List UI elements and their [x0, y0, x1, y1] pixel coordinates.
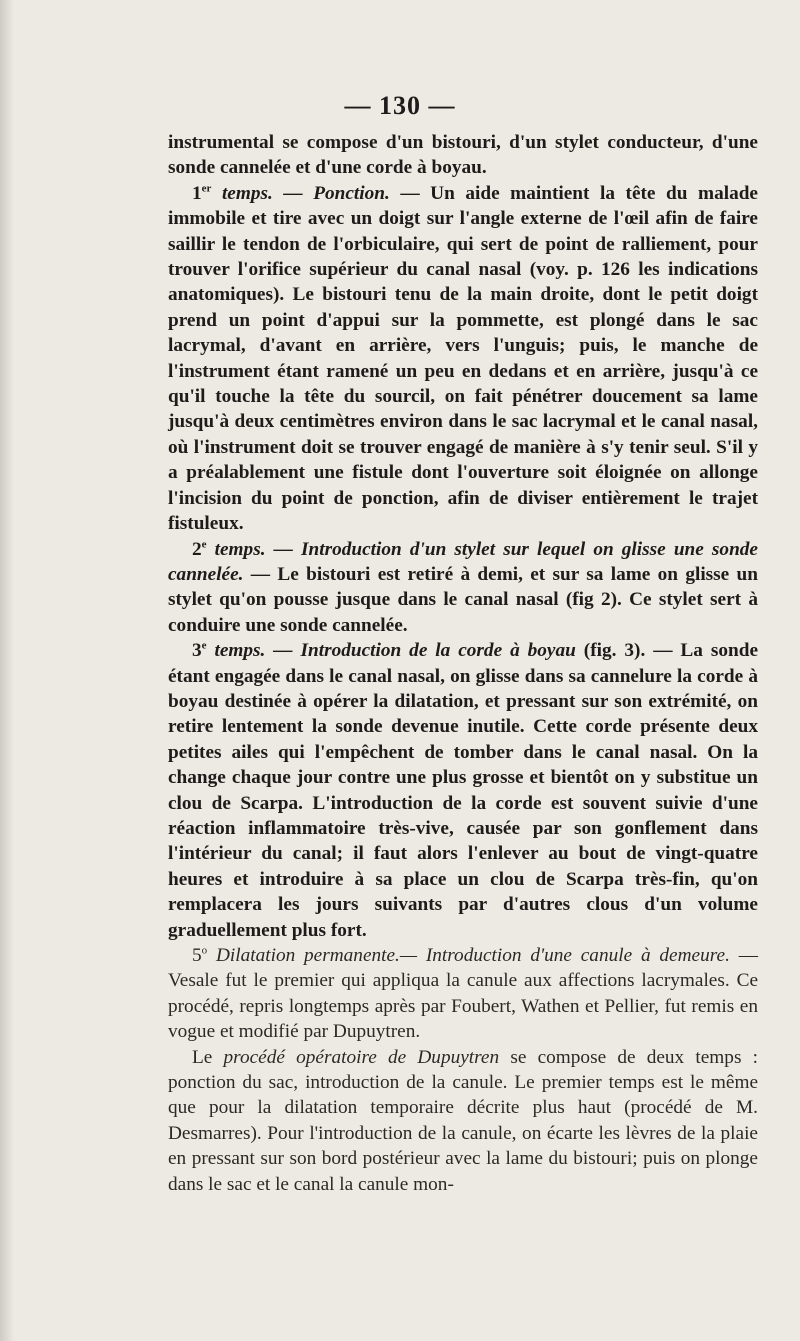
ordinal-suffix: o [201, 944, 208, 957]
body-text [168, 130, 758, 1197]
section-number: 5 [192, 945, 202, 966]
paragraph-procede-dupuytren [168, 1045, 758, 1197]
ordinal-suffix: e [201, 639, 207, 652]
temps-label: temps. [214, 640, 266, 662]
paragraph-body: (fig. 3). — La sonde étant engagée dans le canal nasal, on glisse dans sa cannelure la corde à boyau destinée à opérer la dilatation, et pressant sur son extrémité, on retire lentement la sonde devenue inutile. Cette corde présente deux petites ailes qui l'empêchent de tomber dans le canal nasal. On la change chaque jour contre une plus grosse et bientôt on y substitue un clou de Scarpa. L'introduction de la corde est souvent suivie d'une réaction inflammatoire très-vive, causée par son gonflement dans l'intérieur du canal; il faut alors l'enlever au bout de vingt-quatre heures et introduire à sa place un clou de Scarpa très-fin, qu'on remplacera les jours suivants par d'autres clous d'un volume graduellement plus fort. [168, 640, 758, 941]
ordinal-suffix: e [201, 538, 207, 551]
opening-paragraph: instrumental se compose d'un bistouri, d'un stylet conducteur, d'une sonde cannelée et d'une corde à boyau. [168, 132, 758, 179]
paragraph-body: — Vesale fut le premier qui appliqua la canule aux affections lacrymales. Ce procédé, repris longtemps après par Foubert, Wathen et Pellier, fut remis en vogue et modifié par Dupuytren. [168, 945, 758, 1043]
paragraph-body: — Un aide maintient la tête du malade immobile et tire avec un doigt sur l'angle externe de l'œil afin de faire saillir le tendon de l'orbiculaire, qui sert de point de ralliement, pour trouver l'orifice supérieur du canal nasal (voy. p. 126 les indications anatomiques). Le bistouri tenu de la main droite, dont le petit doigt prend un point d'appui sur la pommette, est plongé dans le sac lacrymal, d'avant en arrière, vers l'unguis; puis, le manche de l'instrument étant ramené un peu en dedans et en arrière, jusqu'à ce qu'il touche la tête du sourcil, on fait pénétrer doucement sa lame jusqu'à deux centimètres environ dans le sac lacrymal et le canal nasal, où l'instrument doit se trouver engagé de manière à s'y tenir seul. S'il y a préalablement une fistule dont l'ouverture soit éloignée on allonge l'incision du point de ponction, afin de diviser entièrement le trajet fistuleux. [168, 182, 758, 535]
page-gutter-shadow [0, 0, 14, 1341]
temps-number: 3 [192, 640, 202, 662]
section-label: Dilatation permanente. [215, 945, 400, 966]
section-label: procédé opératoire de Dupuytren [223, 1046, 500, 1068]
paragraph-temps-2 [168, 537, 758, 639]
section-title: — Introduction d'une canule à demeure. [399, 945, 730, 966]
paragraph-body: — Le bistouri est retiré à demi, et sur sa lame on glisse un stylet qu'on pousse jusque dans le canal nasal (fig 2). Ce stylet sert à conduire une sonde cannelée. [168, 563, 758, 636]
page-number: — 130 — [344, 91, 456, 120]
temps-label: temps. [221, 182, 273, 204]
temps-number: 2 [192, 538, 202, 560]
section-title: — Introduction d'un stylet sur lequel on glisse une sonde cannelée. [168, 538, 758, 585]
paragraph-lead: Le [192, 1046, 224, 1068]
section-title: — Ponction. [283, 182, 390, 204]
paragraph-temps-1 [168, 181, 758, 537]
paragraph-temps-3 [168, 638, 758, 943]
paragraph-body: se compose de deux temps : ponction du sac, introduction de la canule. Le premier temps est le même que pour la dilatation temporaire décrite plus haut (procédé de M. Desmarres). Pour l'introduction de la canule, on écarte les lèvres de la plaie en pressant sur son bord postérieur avec la lame du bistouri; puis on plonge dans le sac et le canal la canule mon- [168, 1046, 758, 1195]
temps-number: 1 [192, 182, 202, 204]
temps-label: temps. [214, 538, 266, 560]
paragraph-dilatation-permanente [168, 943, 758, 1045]
ordinal-suffix: er [201, 182, 212, 195]
section-title: — Introduction de la corde à boyau [273, 640, 576, 662]
